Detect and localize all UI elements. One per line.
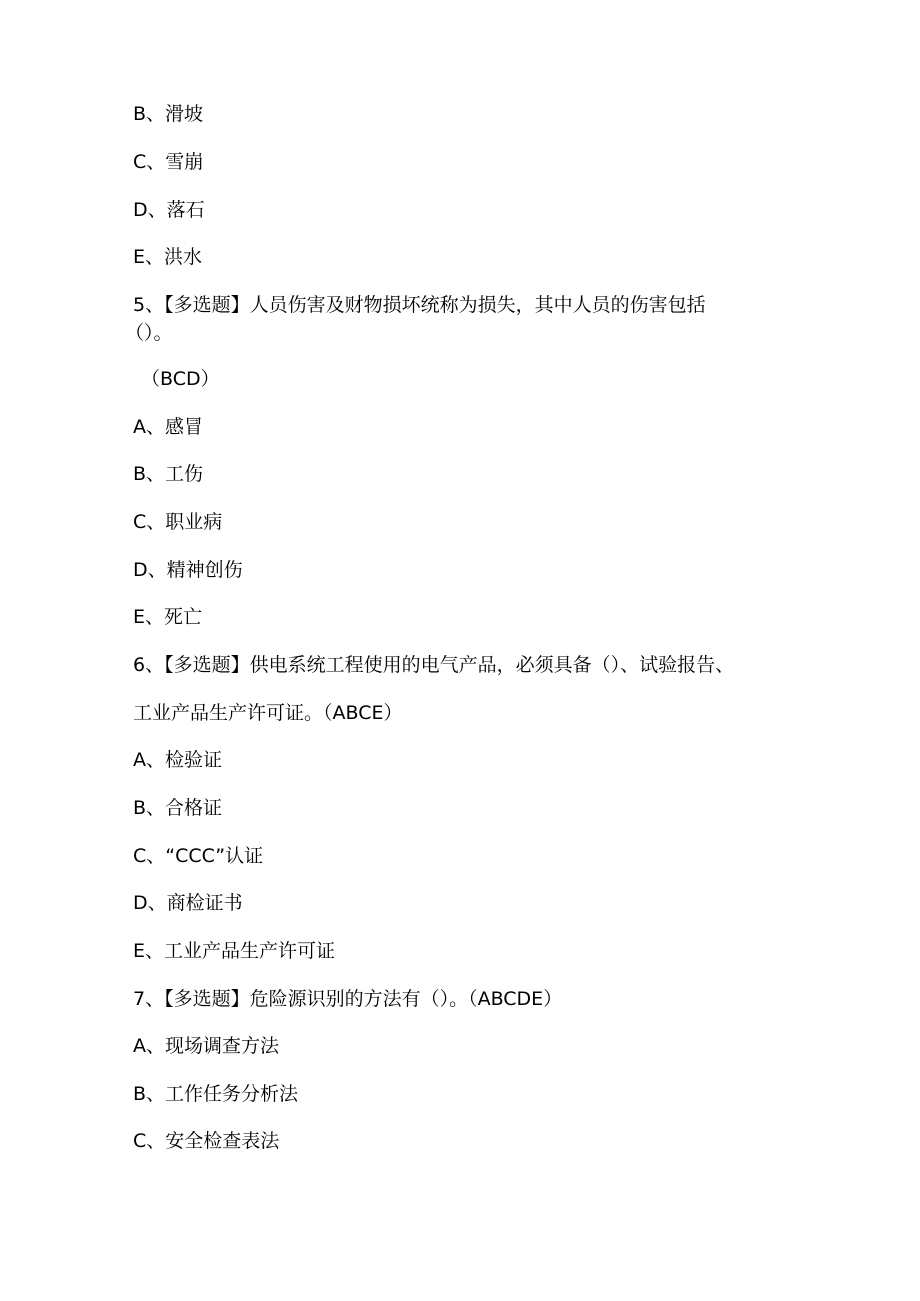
question-6-text: 6、【多选题】供电系统工程使用的电气产品，必须具备（）、试验报告、	[133, 654, 735, 676]
question-5-option-c: C、职业病	[133, 511, 223, 533]
question-5-text-continued: （）。	[125, 322, 173, 344]
question-5-option-b: B、工伤	[133, 463, 204, 485]
question-6-option-e: E、工业产品生产许可证	[133, 940, 336, 962]
option-d-line: D、落石	[133, 199, 205, 221]
question-6-option-b: B、合格证	[133, 797, 223, 819]
question-6-option-a: A、检验证	[133, 749, 222, 771]
question-5-option-a: A、感冒	[133, 416, 203, 438]
option-e-line: E、洪水	[133, 246, 203, 268]
question-5-option-d: D、精神创伤	[133, 559, 243, 581]
question-6-text-continued: 工业产品生产许可证。（ABCE）	[133, 702, 403, 724]
question-7-option-a: A、现场调查方法	[133, 1035, 279, 1057]
question-7-text: 7、【多选题】危险源识别的方法有（）。（ABCDE）	[133, 988, 563, 1010]
question-7-option-b: B、工作任务分析法	[133, 1083, 299, 1105]
question-6-option-c: C、“CCC”认证	[133, 845, 264, 867]
question-5-answer: （BCD）	[141, 368, 220, 390]
question-5-text: 5、【多选题】人员伤害及财物损坏统称为损失，其中人员的伤害包括	[133, 294, 706, 316]
option-c-line: C、雪崩	[133, 151, 204, 173]
question-6-option-d: D、商检证书	[133, 892, 243, 914]
option-b-line: B、滑坡	[133, 103, 204, 125]
question-5-option-e: E、死亡	[133, 606, 203, 628]
question-7-option-c: C、安全检查表法	[133, 1130, 280, 1152]
